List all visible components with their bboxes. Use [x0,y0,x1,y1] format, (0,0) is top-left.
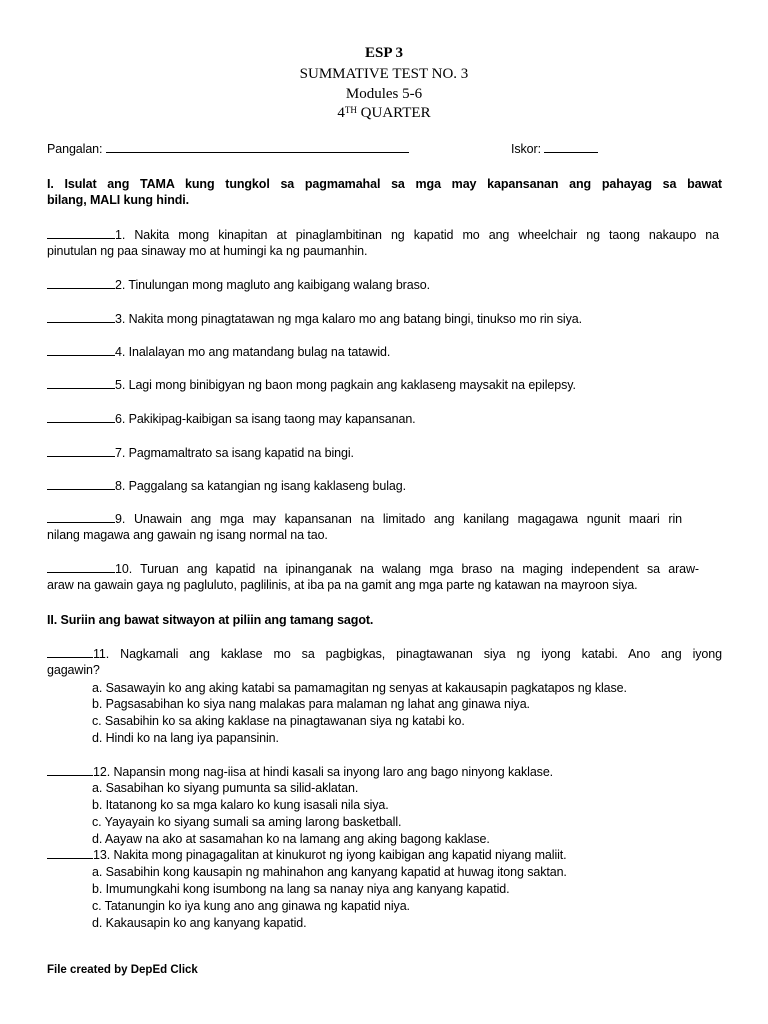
section1-heading: I. Isulat ang TAMA kung tungkol sa pagmamahal sa mga may kapansanan ang pahayag sa bawat bilang, MALI kung hindi. [47,177,722,207]
choice-11c[interactable]: c. Sasabihin ko sa aking kaklase na pinagtawanan siya ng katabi ko. [92,714,465,728]
answer-blank[interactable] [47,478,115,490]
answer-blank[interactable] [47,646,93,658]
score-field[interactable] [511,141,598,157]
tf-item-9: 9. Unawain ang mga may kapansanan na limitado ang kanilang magagawa ngunit maari rin nilang magawa ang gawain ng isang normal na tao. [47,512,682,542]
score-label: Iskor: [511,142,541,156]
mc-question-13: 13. Nakita mong pinagagalitan at kinukurot ng iyong kaibigan ang kapatid niyang maliit. [47,847,567,863]
answer-blank[interactable] [47,311,115,323]
test-title: SUMMATIVE TEST NO. 3 [299,66,469,82]
answer-blank[interactable] [47,445,115,457]
choice-12a[interactable]: a. Sasabihan ko siyang pumunta sa silid-aklatan. [92,781,359,795]
answer-blank[interactable] [47,377,115,389]
quarter-title: 4TH QUARTER [337,105,431,121]
answer-blank[interactable] [47,277,115,289]
score-blank[interactable] [544,141,598,153]
choice-12b[interactable]: b. Itatanong ko sa mga kalaro ko kung isasali nila siya. [92,798,389,812]
answer-blank[interactable] [47,227,115,239]
tf-item-1: 1. Nakita mong kinapitan at pinaglambitinan ng kapatid mo ang wheelchair ng taong nakaupo na pinutulan ng paa sinaway mo at humingi ka ng paumanhin. [47,228,719,258]
choice-13a[interactable]: a. Sasabihin kong kausapin ng mahinahon ang kanyang kapatid at huwag itong saktan. [92,865,567,879]
answer-blank[interactable] [47,511,115,523]
tf-item-3: 3. Nakita mong pinagtatawan ng mga kalaro mo ang batang bingi, tinukso mo rin siya. [47,311,582,327]
choice-11a[interactable]: a. Sasawayin ko ang aking katabi sa pamamagitan ng senyas at kakausapin pagkatapos ng klase. [92,681,627,695]
mc-question-12: 12. Napansin mong nag-iisa at hindi kasali sa inyong laro ang bago ninyong kaklase. [47,764,553,780]
choice-13c[interactable]: c. Tatanungin ko iya kung ano ang ginawa ng kapatid niya. [92,899,410,913]
tf-item-10: 10. Turuan ang kapatid na ipinanganak na walang mga braso na maging independent sa araw- araw na gawain gaya ng pagluluto, paglilinis, at iba pa na gamit ang mga parte ng katawan na mayroon siya. [47,562,699,592]
subject-title: ESP 3 [365,45,403,61]
choice-11d[interactable]: d. Hindi ko na lang iya papansinin. [92,731,279,745]
footer-credit: File created by DepEd Click [47,964,198,976]
name-field[interactable] [47,141,409,157]
mc-question-11: 11. Nagkamali ang kaklase mo sa pagbigkas, pinagtawanan siya ng iyong katabi. Ano ang iyong gagawin? [47,647,722,677]
section2-heading: II. Suriin ang bawat sitwayon at piliin ang tamang sagot. [47,613,374,627]
modules-title: Modules 5-6 [345,86,423,102]
answer-blank[interactable] [47,344,115,356]
tf-item-4: 4. Inalalayan mo ang matandang bulag na tatawid. [47,344,390,360]
name-blank[interactable] [106,141,409,153]
choice-11b[interactable]: b. Pagsasabihan ko siya nang malakas para malaman ng lahat ang ginawa niya. [92,697,530,711]
choice-12d[interactable]: d. Aayaw na ako at sasamahan ko na lamang ang aking bagong kaklase. [92,832,490,846]
tf-item-5: 5. Lagi mong binibigyan ng baon mong pagkain ang kaklaseng maysakit na epilepsy. [47,377,576,393]
answer-blank[interactable] [47,847,93,859]
choice-13b[interactable]: b. Imumungkahi kong isumbong na lang sa nanay niya ang kanyang kapatid. [92,882,510,896]
choice-13d[interactable]: d. Kakausapin ko ang kanyang kapatid. [92,916,307,930]
answer-blank[interactable] [47,764,93,776]
answer-blank[interactable] [47,561,115,573]
tf-item-8: 8. Paggalang sa katangian ng isang kaklaseng bulag. [47,478,406,494]
choice-12c[interactable]: c. Yayayain ko siyang sumali sa aming larong basketball. [92,815,402,829]
name-label: Pangalan: [47,142,103,156]
tf-item-7: 7. Pagmamaltrato sa isang kapatid na bingi. [47,445,354,461]
answer-blank[interactable] [47,411,115,423]
tf-item-6: 6. Pakikipag-kaibigan sa isang taong may kapansanan. [47,411,416,427]
tf-item-2: 2. Tinulungan mong magluto ang kaibigang walang braso. [47,277,430,293]
